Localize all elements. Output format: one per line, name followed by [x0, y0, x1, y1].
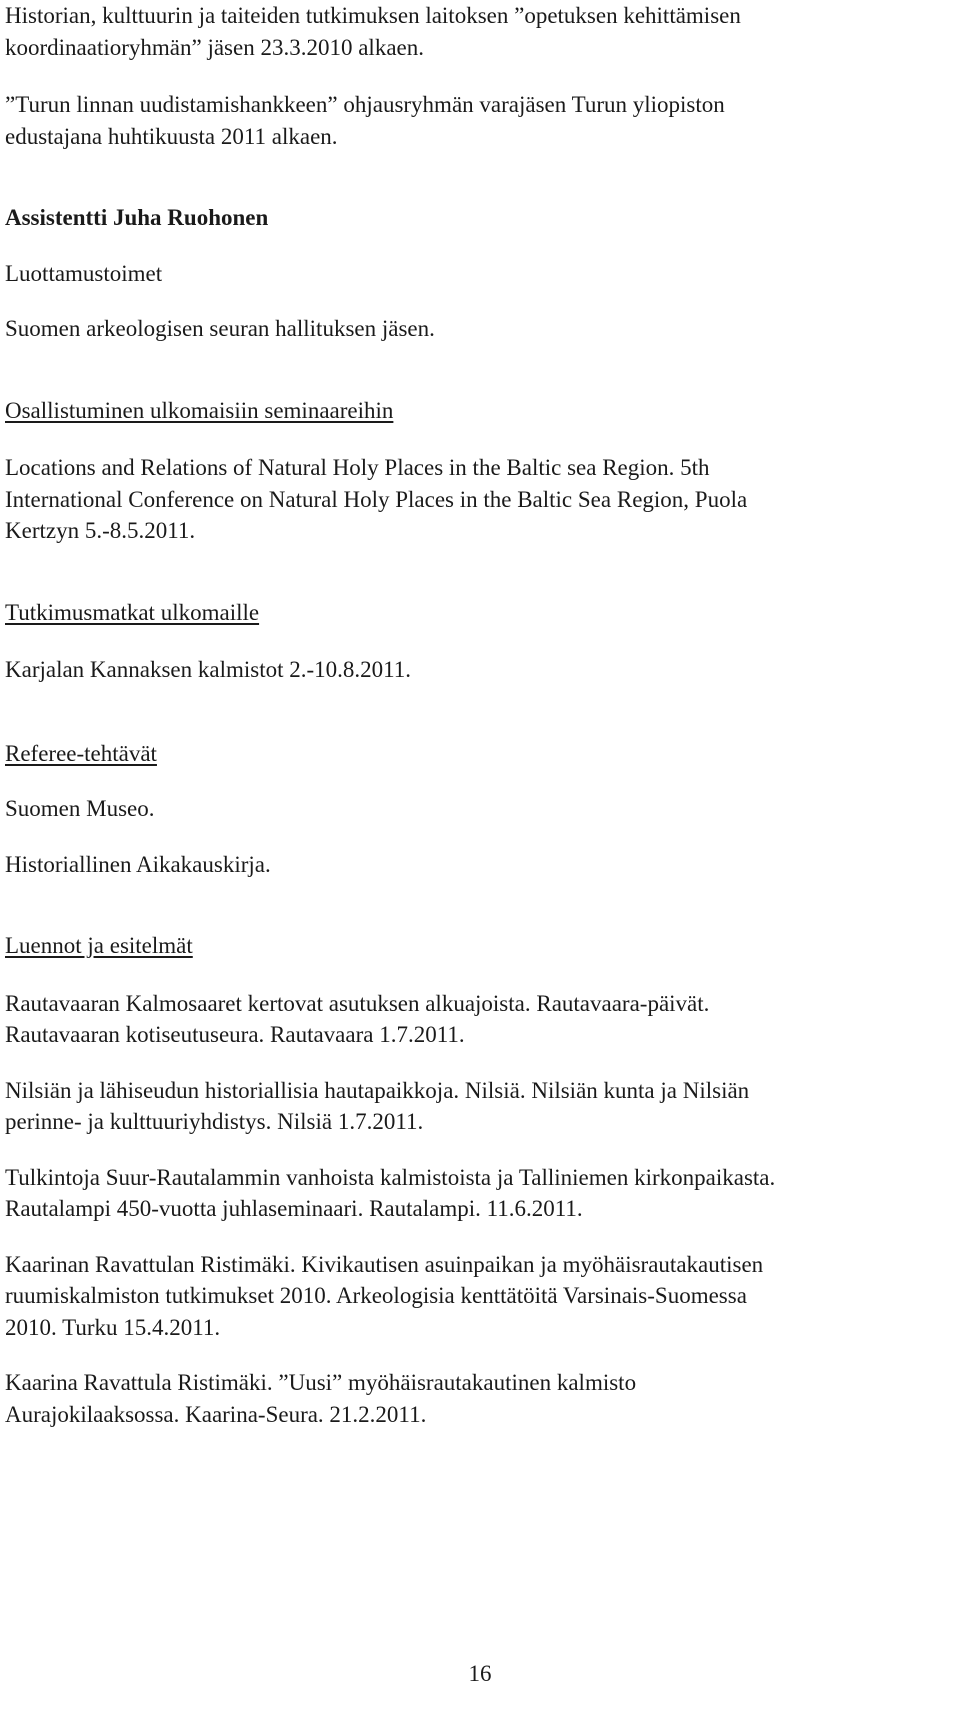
text-line: 2010. Turku 15.4.2011.: [5, 1314, 221, 1340]
section-heading-referee: Referee-tehtävät: [5, 740, 157, 766]
text-line: Suomen arkeologisen seuran hallituksen jäsen.: [5, 316, 435, 341]
text-line: Historiallinen Aikakauskirja.: [5, 851, 271, 877]
section-heading-assistant: Assistentti Juha Ruohonen: [5, 205, 269, 230]
paragraph-lecture-rautalampi: [5, 1162, 955, 1225]
text-line: International Conference on Natural Holy Places in the Baltic Sea Region, Puola: [5, 486, 748, 512]
text-line: Kertzyn 5.-8.5.2011.: [5, 518, 196, 543]
page-content: [5, 0, 955, 1430]
section-subheading-trust-positions: Luottamustoimet: [5, 260, 163, 286]
paragraph-castle-project: [5, 89, 955, 152]
text-line: Kaarina Ravattula Ristimäki. ”Uusi” myöhäisrautakautinen kalmisto: [5, 1370, 637, 1395]
text-line: edustajana huhtikuusta 2011 alkaen.: [5, 123, 338, 149]
text-line: Historian, kulttuurin ja taiteiden tutkimuksen laitoksen ”opetuksen kehittämisen: [5, 3, 741, 28]
paragraph-lecture-kaarina: [5, 1367, 955, 1430]
text-line: ruumiskalmiston tutkimukset 2010. Arkeologisia kenttätöitä Varsinais-Suomessa: [5, 1283, 747, 1308]
section-heading-lectures: Luennot ja esitelmät: [5, 933, 193, 958]
paragraph-lecture-ravattula: [5, 1249, 955, 1344]
paragraph-referee-museum: [5, 793, 955, 825]
text-line: koordinaatioryhmän” jäsen 23.3.2010 alkaen.: [5, 34, 424, 60]
text-line: Karjalan Kannaksen kalmistot 2.-10.8.2011.: [5, 657, 412, 682]
text-line: Suomen Museo.: [5, 796, 155, 821]
text-line: perinne- ja kulttuuriyhdistys. Nilsiä 1.7.2011.: [5, 1109, 424, 1134]
paragraph-lecture-rautavaara: [5, 988, 955, 1051]
text-line: Aurajokilaaksossa. Kaarina-Seura. 21.2.2011.: [5, 1401, 427, 1427]
paragraph-coordination-group: [5, 0, 955, 63]
paragraph-lecture-nilsia: [5, 1075, 955, 1138]
page-number: 16: [468, 1661, 492, 1686]
text-line: ”Turun linnan uudistamishankkeen” ohjausryhmän varajäsen Turun yliopiston: [5, 92, 725, 117]
section-heading-seminars: Osallistuminen ulkomaisiin seminaareihin: [5, 397, 394, 423]
text-line: Rautavaaran Kalmosaaret kertovat asutuksen alkuajoista. Rautavaara-päivät.: [5, 990, 710, 1016]
text-line: Rautavaaran kotiseutuseura. Rautavaara 1.7.2011.: [5, 1022, 465, 1047]
text-line: Locations and Relations of Natural Holy Places in the Baltic sea Region. 5th: [5, 455, 710, 480]
paragraph-seminar-entry: [5, 452, 955, 547]
section-heading-research-trips: Tutkimusmatkat ulkomaille: [5, 599, 260, 625]
paragraph-referee-journal: [5, 849, 955, 881]
paragraph-research-trip: [5, 654, 955, 686]
text-line: Rautalampi 450-vuotta juhlaseminaari. Rautalampi. 11.6.2011.: [5, 1196, 583, 1221]
text-line: Tulkintoja Suur-Rautalammin vanhoista kalmistoista ja Talliniemen kirkonpaikasta.: [5, 1164, 776, 1190]
paragraph-board-member: [5, 313, 955, 345]
text-line: Kaarinan Ravattulan Ristimäki. Kivikautisen asuinpaikan ja myöhäisrautakautisen: [5, 1251, 764, 1277]
text-line: Nilsiän ja lähiseudun historiallisia hautapaikkoja. Nilsiä. Nilsiän kunta ja Nilsiän: [5, 1077, 750, 1103]
